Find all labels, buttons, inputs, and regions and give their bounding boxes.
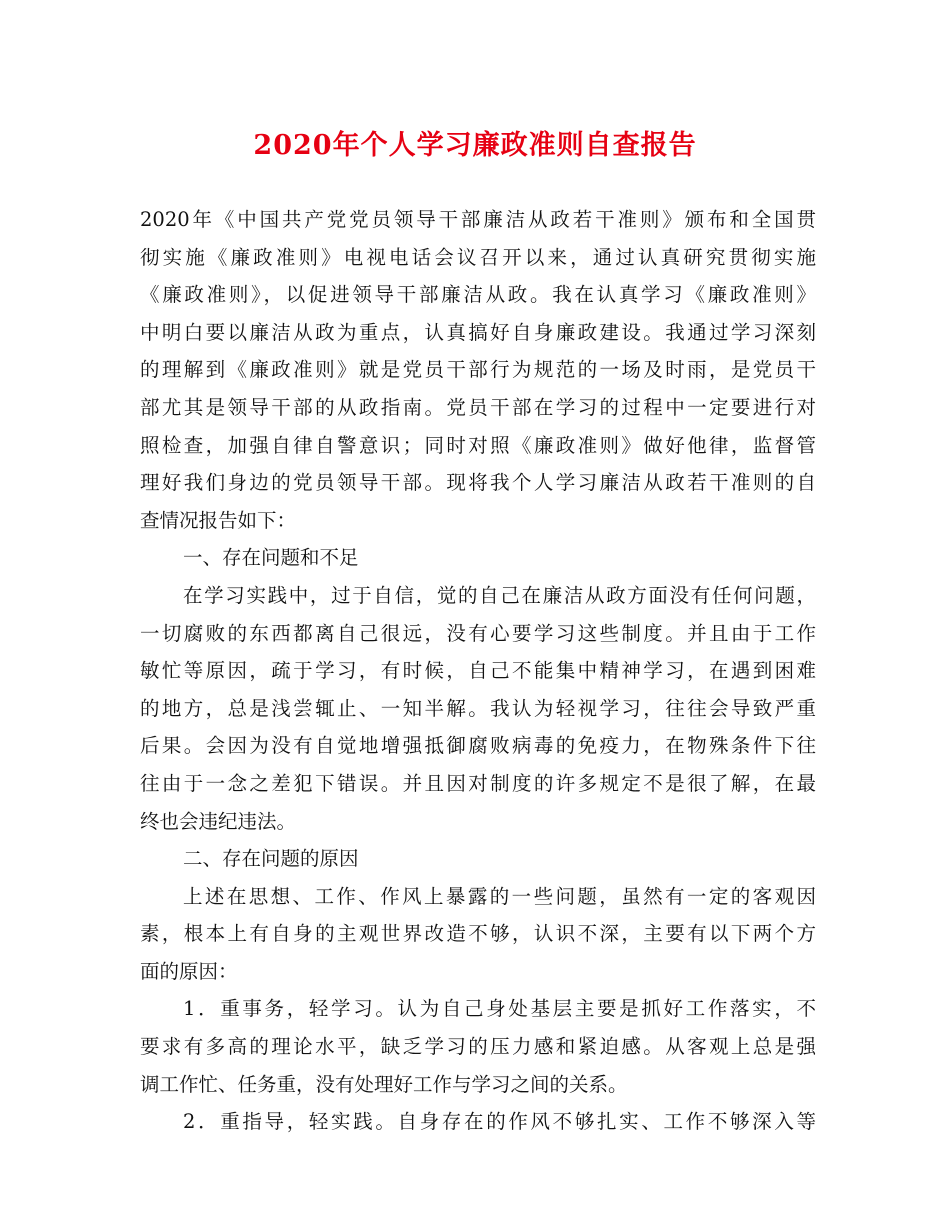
document-body [140,201,816,1141]
text-line: 照检查，加强自律自警意识；同时对照《廉政准则》做好他律，监督管 [140,433,816,457]
text-line: 1．重事务，轻学习。认为自己身处基层主要是抓好工作落实，不 [183,997,816,1021]
text-line: 素，根本上有自身的主观世界改造不够，认识不深，主要有以下两个方 [140,922,816,946]
text-line: 部尤其是领导干部的从政指南。党员干部在学习的过程中一定要进行对 [140,395,816,419]
text-line: 上述在思想、工作、作风上暴露的一些问题，虽然有一定的客观因 [183,884,816,908]
text-line: 要求有多高的理论水平，缺乏学习的压力感和紧迫感。从客观上总是强 [140,1035,816,1059]
text-line: 查情况报告如下： [140,508,297,532]
document-title: 2020年个人学习廉政准则自查报告 [253,130,697,161]
text-line: 调工作忙、任务重，没有处理好工作与学习之间的关系。 [140,1072,628,1096]
text-line: 敏忙等原因，疏于学习，有时候，自己不能集中精神学习，在遇到困难 [140,659,816,683]
text-line: 2．重指导，轻实践。自身存在的作风不够扎实、工作不够深入等 [183,1110,816,1134]
text-line: 后果。会因为没有自觉地增强抵御腐败病毒的免疫力，在物殊条件下往 [140,734,816,758]
text-line: 往由于一念之差犯下错误。并且因对制度的许多规定不是很了解，在最 [140,771,816,795]
text-line: 一、存在问题和不足 [183,546,359,570]
text-line: 在学习实践中，过于自信，觉的自己在廉洁从政方面没有任何问题， [183,583,816,607]
text-line: 《廉政准则》，以促进领导干部廉洁从政。我在认真学习《廉政准则》 [140,283,816,307]
text-line: 一切腐败的东西都离自己很远，没有心要学习这些制度。并且由于工作 [140,621,816,645]
text-line: 的地方，总是浅尝辄止、一知半解。我认为轻视学习，往往会导致严重 [140,696,816,720]
text-line: 理好我们身边的党员领导干部。现将我个人学习廉洁从政若干准则的自 [140,471,816,495]
text-line: 2020年《中国共产党党员领导干部廉洁从政若干准则》颁布和全国贯 [140,208,816,231]
text-line: 二、存在问题的原因 [183,847,359,871]
text-line: 中明白要以廉洁从政为重点，认真搞好自身廉政建设。我通过学习深刻 [140,320,816,344]
text-line: 终也会违纪违法。 [140,809,297,833]
text-line: 的理解到《廉政准则》就是党员干部行为规范的一场及时雨，是党员干 [140,358,816,382]
text-line: 彻实施《廉政准则》电视电话会议召开以来，通过认真研究贯彻实施 [140,245,816,269]
text-line: 面的原因： [140,959,238,983]
